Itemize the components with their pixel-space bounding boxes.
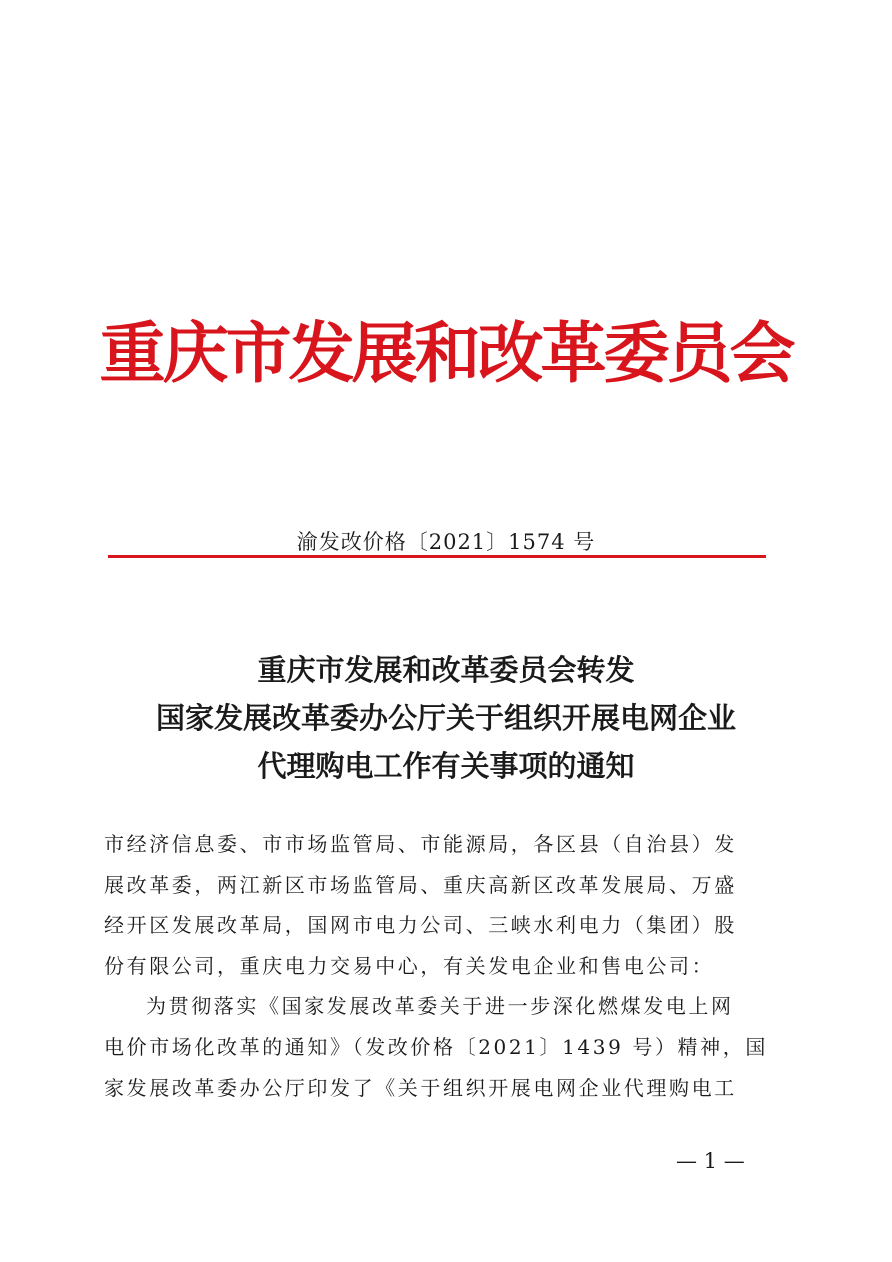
paragraph-line-1: 为贯彻落实《国家发展改革委关于进一步深化燃煤发电上网: [146, 994, 734, 1019]
addressee-line-4: 份有限公司，重庆电力交易中心，有关发电企业和售电公司：: [104, 953, 715, 978]
paragraph-line-2: 电价市场化改革的通知》（发改价格〔2021〕1439 号）精神，国: [104, 1034, 768, 1059]
addressee-line-2: 展改革委，两江新区市场监管局、重庆高新区改革发展局、万盛: [104, 872, 737, 897]
document-title: [0, 646, 892, 790]
red-separator-line: [108, 555, 766, 558]
title-line-3: 代理购电工作有关事项的通知: [257, 749, 635, 783]
title-line-2: 国家发展改革委办公厅关于组织开展电网企业: [155, 701, 736, 735]
addressee-line-1: 市经济信息委、市市场监管局、市能源局，各区县（自治县）发: [104, 832, 737, 856]
document-number: 渝发改价格〔2021〕1574 号: [296, 530, 596, 554]
addressee-line-3: 经开区发展改革局，国网市电力公司、三峡水利电力（集团）股: [104, 913, 737, 938]
title-line-1: 重庆市发展和改革委员会转发: [257, 653, 635, 687]
paragraph-line-3: 家发展改革委办公厅印发了《关于组织开展电网企业代理购电工: [104, 1075, 737, 1100]
issuer-header: 重庆市发展和改革委员会: [99, 315, 793, 392]
document-body: [104, 824, 766, 1108]
page-number: — 1 —: [676, 1149, 745, 1173]
